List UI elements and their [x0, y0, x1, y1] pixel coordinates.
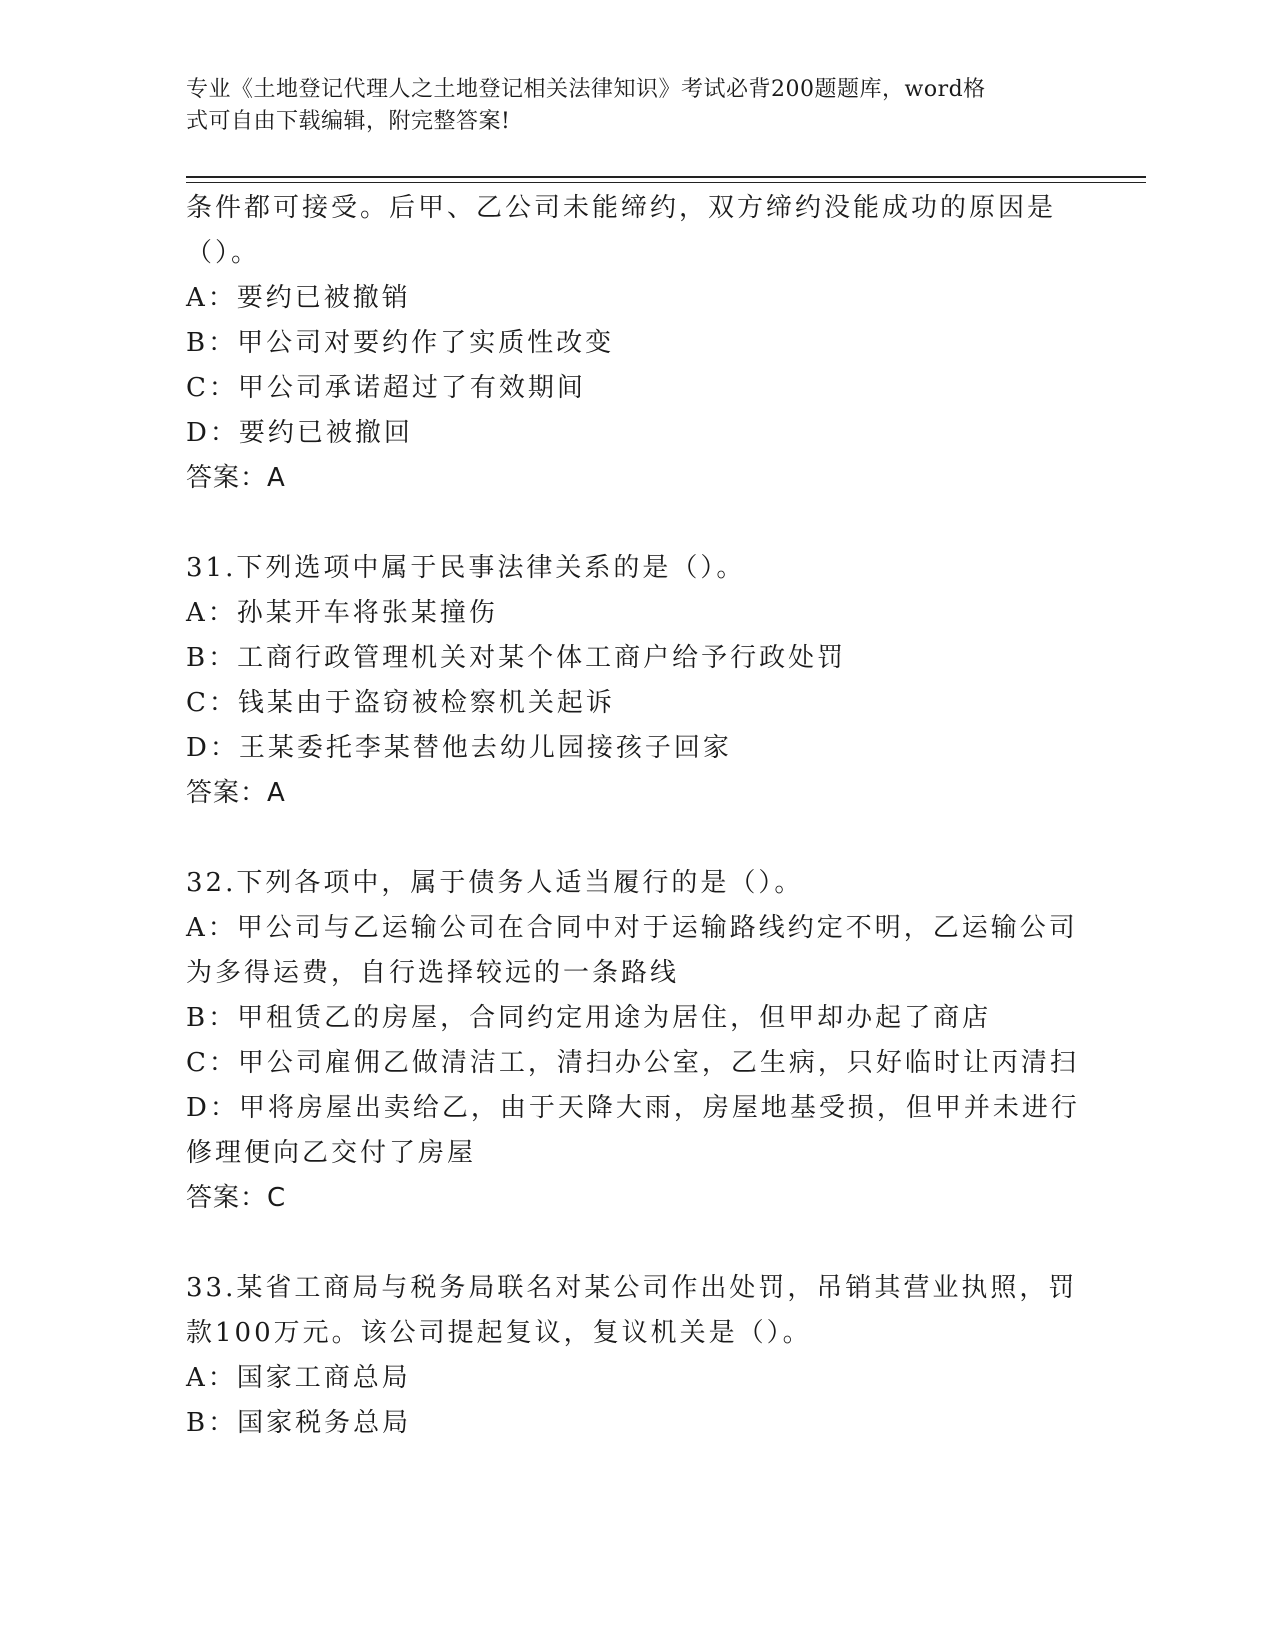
option-c: C：钱某由于盗窃被检察机关起诉	[186, 688, 615, 718]
question-stem-continued: 款100万元。该公司提起复议，复议机关是（）。	[186, 1318, 812, 1348]
option-d: D：要约已被撤回	[186, 418, 413, 448]
question-stem: 33.某省工商局与税务局联名对某公司作出处罚，吊销其营业执照，罚	[186, 1273, 1078, 1303]
question-33	[186, 1266, 1086, 1446]
option-a-continued: 为多得运费，自行选择较远的一条路线	[186, 958, 680, 988]
question-stem-line: （）。	[186, 238, 261, 268]
option-a: A：国家工商总局	[186, 1363, 411, 1393]
option-d-continued: 修理便向乙交付了房屋	[186, 1138, 477, 1168]
spacer	[186, 1221, 1086, 1266]
answer-line: 答案：C	[186, 1183, 287, 1213]
header-title-line-1: 专业《土地登记代理人之土地登记相关法律知识》考试必背200题题库，word格	[186, 77, 986, 102]
question-30-continued	[186, 186, 1086, 501]
header-divider-thin	[186, 182, 1146, 183]
answer-line: 答案：A	[186, 463, 286, 493]
option-d: D：甲将房屋出卖给乙，由于天降大雨，房屋地基受损，但甲并未进行	[186, 1093, 1080, 1123]
option-c: C：甲公司承诺超过了有效期间	[186, 373, 586, 403]
question-stem-line: 条件都可接受。后甲、乙公司未能缔约，双方缔约没能成功的原因是	[186, 193, 1057, 223]
spacer	[186, 501, 1086, 546]
option-c: C：甲公司雇佣乙做清洁工，清扫办公室，乙生病，只好临时让丙清扫	[186, 1048, 1079, 1078]
option-b: B：工商行政管理机关对某个体工商户给予行政处罚	[186, 643, 847, 673]
option-b: B：甲公司对要约作了实质性改变	[186, 328, 615, 358]
question-content	[186, 186, 1086, 1446]
answer-line: 答案：A	[186, 778, 286, 808]
option-a: A：孙某开车将张某撞伤	[186, 598, 498, 628]
option-a: A：要约已被撤销	[186, 283, 411, 313]
option-b: B：甲租赁乙的房屋，合同约定用途为居住，但甲却办起了商店	[186, 1003, 992, 1033]
question-31	[186, 546, 1086, 816]
spacer	[186, 816, 1086, 861]
option-d: D：王某委托李某替他去幼儿园接孩子回家	[186, 733, 732, 763]
option-b: B：国家税务总局	[186, 1408, 412, 1438]
header-divider-thick	[186, 176, 1146, 178]
question-32	[186, 861, 1086, 1221]
question-stem: 31.下列选项中属于民事法律关系的是（）。	[186, 553, 746, 583]
question-stem: 32.下列各项中，属于债务人适当履行的是（）。	[186, 868, 804, 898]
option-a: A：甲公司与乙运输公司在合同中对于运输路线约定不明，乙运输公司	[186, 913, 1078, 943]
page-header	[186, 74, 1066, 138]
header-title-line-2: 式可自由下载编辑，附完整答案!	[186, 109, 511, 134]
